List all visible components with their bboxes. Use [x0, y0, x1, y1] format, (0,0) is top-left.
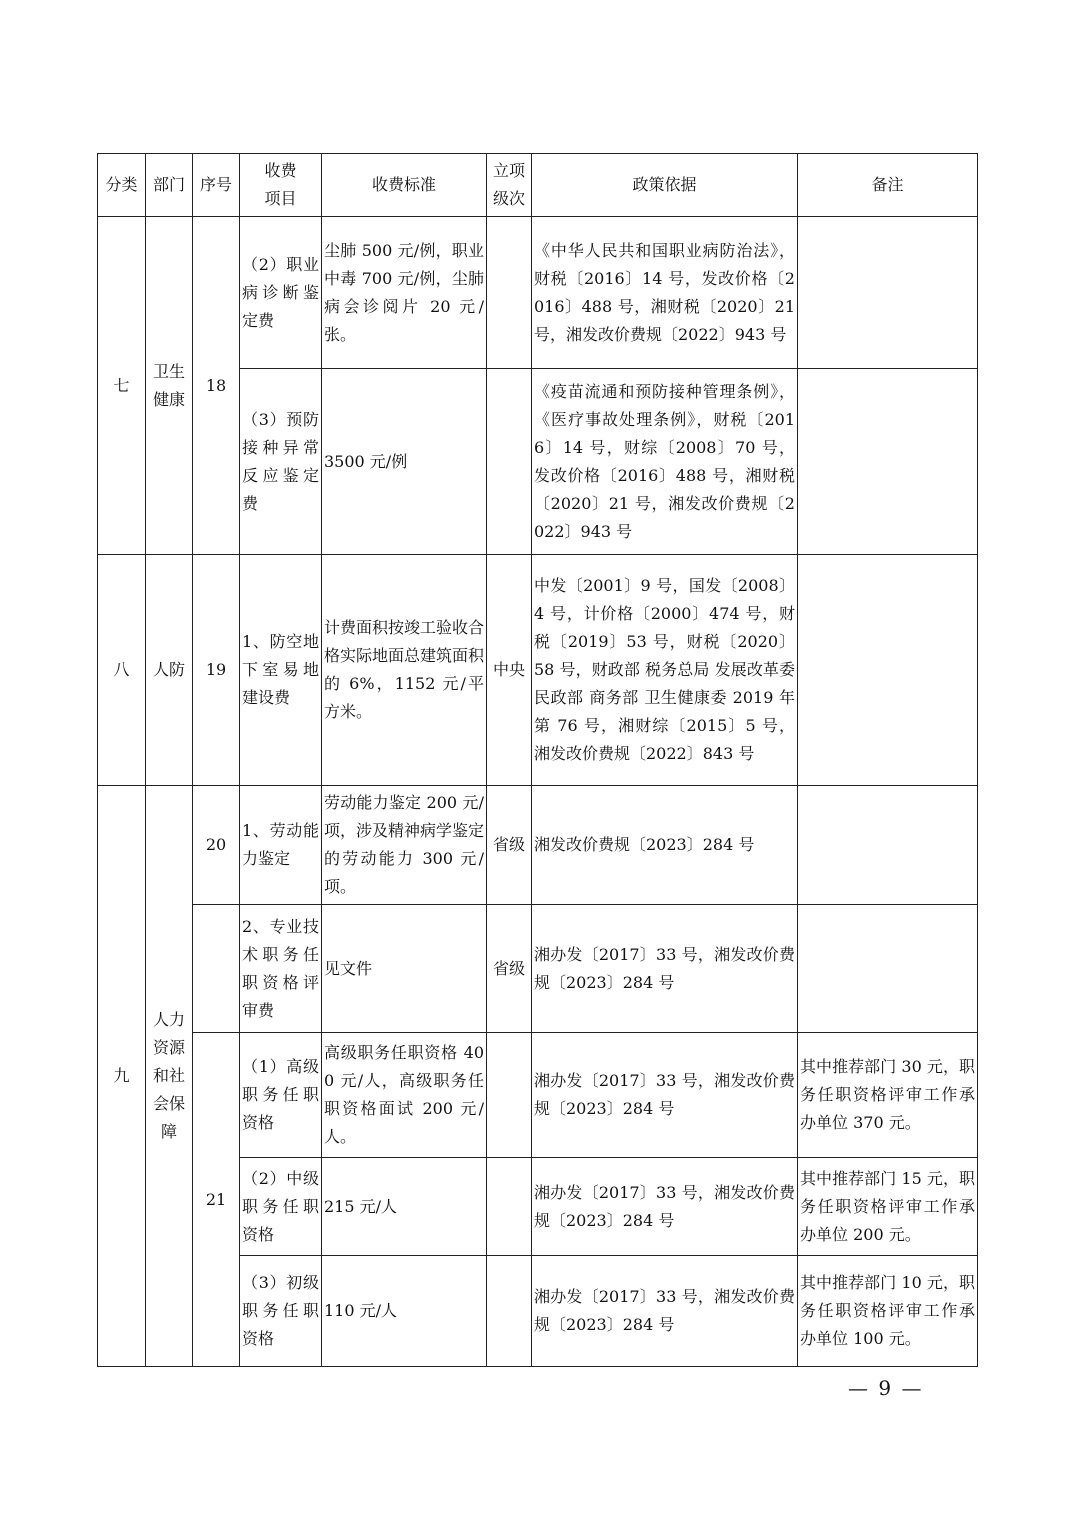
table-row	[98, 217, 978, 369]
remark-cell	[798, 786, 978, 905]
seq-cell	[193, 905, 240, 1033]
standard-cell: 高级职务任职资格 400 元/人，高级职务任职资格面试 200 元/人。	[322, 1033, 487, 1158]
level-cell	[487, 1033, 532, 1158]
standard-cell: 3500 元/例	[322, 369, 487, 555]
header-remark: 备注	[798, 154, 978, 217]
level-cell	[487, 217, 532, 369]
item-cell: （2）职业病诊断鉴定费	[240, 217, 322, 369]
department-cell: 人防	[146, 555, 193, 786]
remark-cell	[798, 905, 978, 1033]
basis-cell: 湘办发〔2017〕33 号，湘发改价费规〔2023〕284 号	[532, 1256, 798, 1367]
basis-cell: 湘办发〔2017〕33 号，湘发改价费规〔2023〕284 号	[532, 905, 798, 1033]
category-cell: 八	[98, 555, 146, 786]
category-cell: 七	[98, 217, 146, 555]
level-cell	[487, 1158, 532, 1256]
item-cell: （3）预防接种异常反应鉴定费	[240, 369, 322, 555]
header-category: 分类	[98, 154, 146, 217]
standard-cell: 215 元/人	[322, 1158, 487, 1256]
seq-cell: 20	[193, 786, 240, 905]
remark-cell: 其中推荐部门 30 元，职务任职资格评审工作承办单位 370 元。	[798, 1033, 978, 1158]
standard-cell: 劳动能力鉴定 200 元/项，涉及精神病学鉴定的劳动能力 300 元/项。	[322, 786, 487, 905]
page-number: — 9 —	[848, 1376, 924, 1400]
remark-cell	[798, 369, 978, 555]
header-item: 收费 项目	[240, 154, 322, 217]
table-row	[98, 1033, 978, 1158]
basis-cell: 《中华人民共和国职业病防治法》，财税〔2016〕14 号，发改价格〔2016〕488 号，湘财税〔2020〕21 号，湘发改价费规〔2022〕943 号	[532, 217, 798, 369]
standard-cell: 110 元/人	[322, 1256, 487, 1367]
department-cell: 人力 资源 和社 会保 障	[146, 786, 193, 1367]
standard-cell: 尘肺 500 元/例，职业中毒 700 元/例，尘肺病会诊阅片 20 元/张。	[322, 217, 487, 369]
level-cell: 中央	[487, 555, 532, 786]
item-cell: （1）高级职务任职资格	[240, 1033, 322, 1158]
header-seq: 序号	[193, 154, 240, 217]
header-standard: 收费标准	[322, 154, 487, 217]
header-level: 立项 级次	[487, 154, 532, 217]
item-cell: （2）中级职务任职资格	[240, 1158, 322, 1256]
item-cell: （3）初级职务任职资格	[240, 1256, 322, 1367]
seq-cell: 18	[193, 217, 240, 555]
level-cell: 省级	[487, 786, 532, 905]
header-department: 部门	[146, 154, 193, 217]
remark-cell: 其中推荐部门 15 元，职务任职资格评审工作承办单位 200 元。	[798, 1158, 978, 1256]
remark-cell: 其中推荐部门 10 元，职务任职资格评审工作承办单位 100 元。	[798, 1256, 978, 1367]
level-cell	[487, 369, 532, 555]
seq-cell: 21	[193, 1033, 240, 1367]
fee-table	[97, 153, 978, 1367]
standard-cell: 计费面积按竣工验收合格实际地面总建筑面积的 6%，1152 元/平方米。	[322, 555, 487, 786]
header-basis: 政策依据	[532, 154, 798, 217]
category-cell: 九	[98, 786, 146, 1367]
table-row	[98, 555, 978, 786]
table-row	[98, 786, 978, 905]
table-row	[98, 905, 978, 1033]
standard-cell: 见文件	[322, 905, 487, 1033]
item-cell: 1、劳动能力鉴定	[240, 786, 322, 905]
basis-cell: 湘发改价费规〔2023〕284 号	[532, 786, 798, 905]
item-cell: 1、防空地下室易地建设费	[240, 555, 322, 786]
department-cell: 卫生 健康	[146, 217, 193, 555]
header-row	[98, 154, 978, 217]
remark-cell	[798, 217, 978, 369]
level-cell: 省级	[487, 905, 532, 1033]
basis-cell: 《疫苗流通和预防接种管理条例》，《医疗事故处理条例》，财税〔2016〕14 号，财综〔2008〕70 号，发改价格〔2016〕488 号，湘财税〔2020〕21 号，湘发改价费规〔2022〕943 号	[532, 369, 798, 555]
basis-cell: 湘办发〔2017〕33 号，湘发改价费规〔2023〕284 号	[532, 1158, 798, 1256]
item-cell: 2、专业技术职务任职资格评审费	[240, 905, 322, 1033]
basis-cell: 湘办发〔2017〕33 号，湘发改价费规〔2023〕284 号	[532, 1033, 798, 1158]
remark-cell	[798, 555, 978, 786]
basis-cell: 中发〔2001〕9 号，国发〔2008〕4 号，计价格〔2000〕474 号，财税〔2019〕53 号，财税〔2020〕58 号，财政部 税务总局 发展改革委 民政部 商务部 卫生健康委 2019 年第 76 号，湘财综〔2015〕5 号，湘发改价费规〔2022〕843 号	[532, 555, 798, 786]
level-cell	[487, 1256, 532, 1367]
seq-cell: 19	[193, 555, 240, 786]
